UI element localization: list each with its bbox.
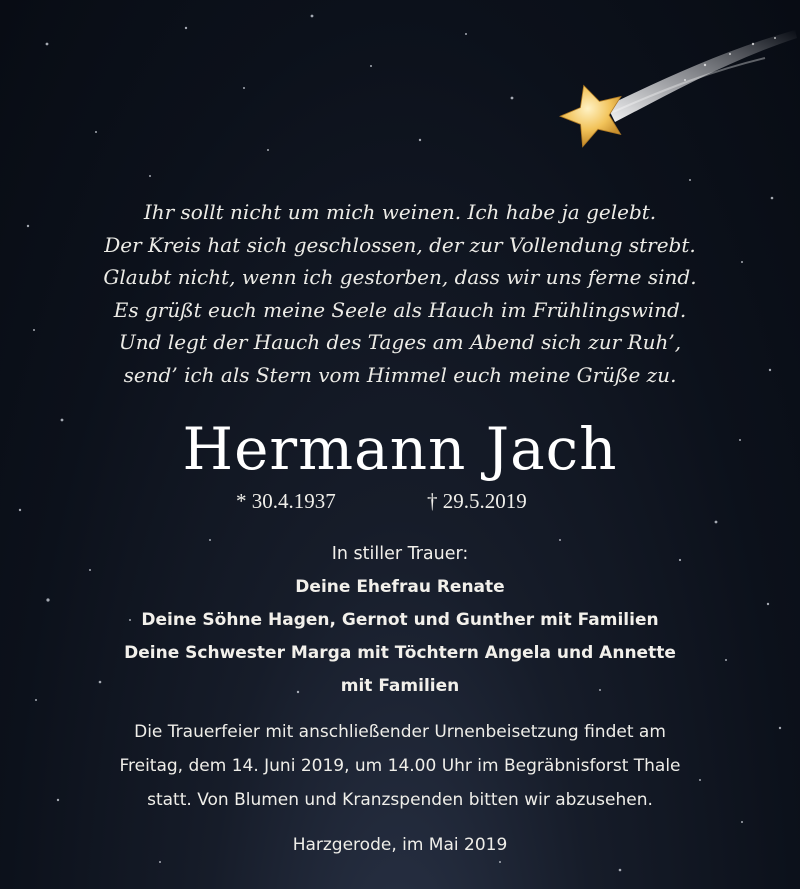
ceremony-line: statt. Von Blumen und Kranzspenden bitten wir abzusehen.	[147, 790, 653, 810]
poem-line: Ihr sollt nicht um mich weinen. Ich habe ja gelebt.	[143, 200, 657, 224]
mourner-line: mit Familien	[340, 676, 460, 696]
ceremony-line: Die Trauerfeier mit anschließender Urnenbeisetzung findet am	[134, 722, 666, 742]
mourner-line: Deine Söhne Hagen, Gernot und Gunther mit Familien	[141, 610, 659, 630]
poem-line: Und legt der Hauch des Tages am Abend sich zur Ruh’,	[118, 330, 682, 354]
ceremony-info	[0, 715, 800, 817]
poem-line: Glaubt nicht, wenn ich gestorben, dass wir uns ferne sind.	[103, 265, 697, 289]
place-date: Harzgerode, im Mai 2019	[292, 835, 508, 855]
deceased-name: Hermann Jach	[182, 415, 618, 483]
mourners-intro: In stiller Trauer:	[331, 544, 469, 564]
mourners-block	[0, 538, 800, 703]
shooting-star-icon	[555, 20, 800, 165]
poem-line: Es grüßt euch meine Seele als Hauch im Frühlingswind.	[113, 297, 687, 322]
poem-line: Der Kreis hat sich geschlossen, der zur Vollendung strebt.	[104, 232, 696, 257]
poem-line: send’ ich als Stern vom Himmel euch meine Grüße zu.	[123, 362, 677, 387]
mourner-line: Deine Schwester Marga mit Töchtern Angela und Annette	[124, 643, 676, 663]
death-date: † 29.5.2019	[427, 489, 527, 513]
ceremony-line: Freitag, dem 14. Juni 2019, um 14.00 Uhr im Begräbnisforst Thale	[119, 756, 681, 776]
mourner-line: Deine Ehefrau Renate	[295, 577, 505, 597]
poem	[0, 196, 800, 391]
birth-date: * 30.4.1937	[236, 489, 336, 513]
